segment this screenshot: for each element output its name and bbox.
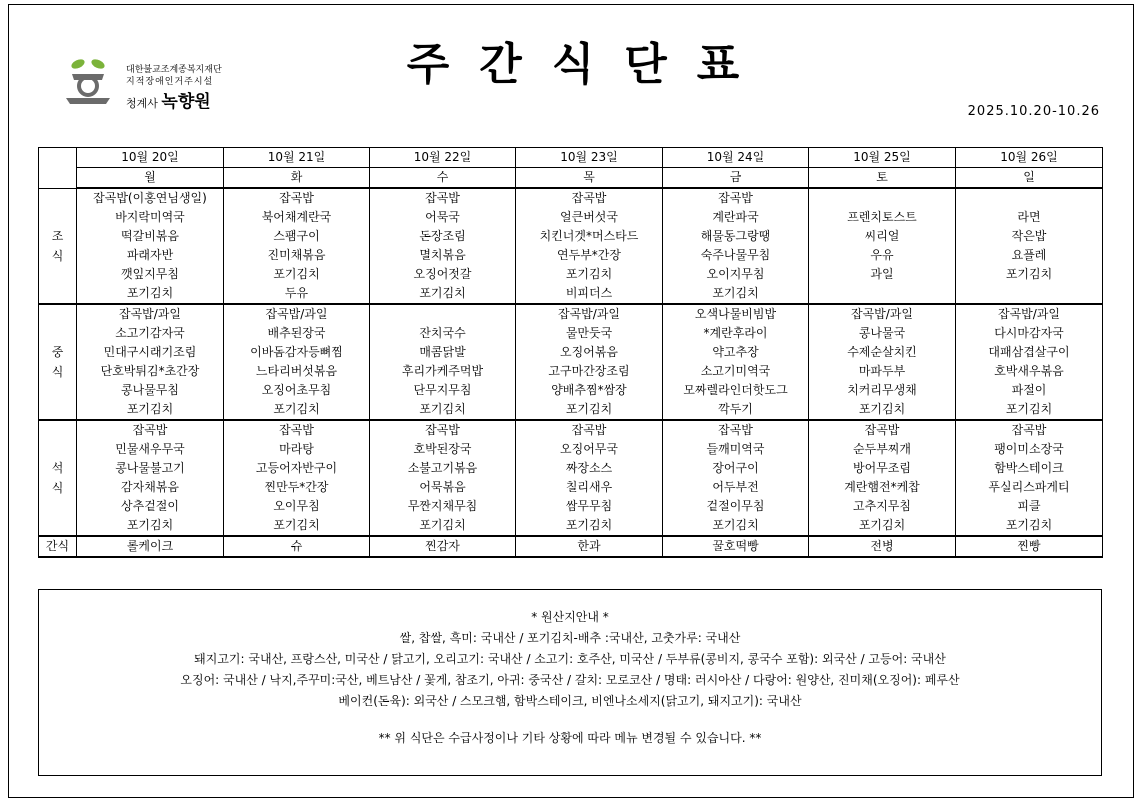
menu-item: 멸치볶음 <box>370 246 516 265</box>
menu-item: 북어채계란국 <box>224 208 370 227</box>
dinner-label-text: 석 식 <box>51 461 64 495</box>
menu-item: 물만둣국 <box>516 324 663 343</box>
menu-item: 콩나물불고기 <box>77 459 224 478</box>
lunch-row <box>39 362 1103 381</box>
menu-item: 콩나물무침 <box>77 381 224 400</box>
weekly-menu-table <box>38 147 1103 558</box>
menu-item: 느타리버섯볶음 <box>224 362 370 381</box>
breakfast-row <box>39 265 1103 284</box>
menu-item: 잡곡밥 <box>370 188 516 208</box>
menu-item: 포기김치 <box>516 265 663 284</box>
lunch-row <box>39 400 1103 420</box>
day-weekday: 수 <box>370 168 516 189</box>
lotus-logo-icon <box>62 54 118 110</box>
notice-heading: * 원산지안내 * <box>531 610 609 624</box>
menu-item: 포기김치 <box>224 400 370 420</box>
menu-item: 어묵볶음 <box>370 478 516 497</box>
menu-item: 찐만두*간장 <box>224 478 370 497</box>
menu-item: 잡곡밥 <box>663 420 809 440</box>
breakfast-row <box>39 246 1103 265</box>
snack-item: 찐빵 <box>956 536 1103 557</box>
menu-item: 잡곡밥/과일 <box>809 304 956 324</box>
menu-item: 오징어젓갈 <box>370 265 516 284</box>
day-date: 10월 26일 <box>956 148 1103 168</box>
breakfast-row <box>39 188 1103 208</box>
notice-line: 돼지고기: 국내산, 프랑스산, 미국산 / 닭고기, 오리고기: 국내산 / 소고기: 호주산, 미국산 / 두부류(콩비지, 콩국수 포함): 외국산 / 고등어: 국내산 <box>194 652 946 666</box>
menu-item: 포기김치 <box>956 516 1103 536</box>
menu-item: 파절이 <box>956 381 1103 400</box>
menu-item: 짜장소스 <box>516 459 663 478</box>
menu-item: 과일 <box>809 265 956 284</box>
menu-item: 순두부찌개 <box>809 440 956 459</box>
snack-item: 꿀호떡빵 <box>663 536 809 557</box>
org-prefix: 청계사 <box>126 97 158 110</box>
menu-item: 민대구시래기조림 <box>77 343 224 362</box>
menu-item: 잡곡밥/과일 <box>224 304 370 324</box>
menu-item: 포기김치 <box>370 400 516 420</box>
menu-item <box>370 304 516 324</box>
menu-item: 소고기미역국 <box>663 362 809 381</box>
menu-item: 고추지무침 <box>809 497 956 516</box>
menu-item: 약고추장 <box>663 343 809 362</box>
menu-item: 장어구이 <box>663 459 809 478</box>
notice-footer: ** 위 식단은 수급사정이나 기타 상황에 따라 메뉴 변경될 수 있습니다. ** <box>378 731 762 745</box>
menu-item: 잡곡밥 <box>77 420 224 440</box>
breakfast-label <box>39 188 77 304</box>
menu-item: 민물새우무국 <box>77 440 224 459</box>
day-weekday: 금 <box>663 168 809 189</box>
menu-item: 바지락미역국 <box>77 208 224 227</box>
menu-item: 떡갈비볶음 <box>77 227 224 246</box>
menu-item: 연두부*간장 <box>516 246 663 265</box>
page-title: 주간식단표 <box>406 39 770 90</box>
menu-item: 포기김치 <box>370 284 516 304</box>
menu-item: 매콤닭발 <box>370 343 516 362</box>
menu-item: 마라탕 <box>224 440 370 459</box>
menu-item: 포기김치 <box>77 284 224 304</box>
notice-line: 오징어: 국내산 / 낙지,주꾸미:국산, 베트남산 / 꽃게, 참조기, 아귀: 중국산 / 갈치: 모로코산 / 명태: 러시아산 / 다랑어: 원양산, 진미채(오징어): 페루산 <box>180 673 960 687</box>
org-name-line1: 대한불교조계종복지재단 <box>126 65 222 75</box>
menu-item: 파래자반 <box>77 246 224 265</box>
menu-item: 포기김치 <box>516 516 663 536</box>
date-header-row <box>39 148 1103 168</box>
menu-item: 포기김치 <box>663 284 809 304</box>
day-weekday: 토 <box>809 168 956 189</box>
day-weekday: 화 <box>224 168 370 189</box>
menu-item: 계란햄전*케찹 <box>809 478 956 497</box>
breakfast-row <box>39 227 1103 246</box>
menu-item <box>809 284 956 304</box>
lunch-label <box>39 304 77 420</box>
menu-item: 깻잎지무침 <box>77 265 224 284</box>
lunch-row <box>39 381 1103 400</box>
menu-item: 겉절이무침 <box>663 497 809 516</box>
menu-item: 포기김치 <box>956 265 1103 284</box>
dinner-row <box>39 440 1103 459</box>
menu-item <box>956 284 1103 304</box>
dinner-row <box>39 459 1103 478</box>
menu-item: 팽이미소장국 <box>956 440 1103 459</box>
snack-label: 간식 <box>39 536 77 557</box>
day-date: 10월 22일 <box>370 148 516 168</box>
menu-item: 요플레 <box>956 246 1103 265</box>
menu-item: 피클 <box>956 497 1103 516</box>
day-date: 10월 21일 <box>224 148 370 168</box>
menu-item: 포기김치 <box>77 516 224 536</box>
menu-item: 돈장조림 <box>370 227 516 246</box>
menu-item: 얼큰버섯국 <box>516 208 663 227</box>
menu-item: 소불고기볶음 <box>370 459 516 478</box>
notice-line: 쌀, 찹쌀, 흑미: 국내산 / 포기김치-배추 :국내산, 고춧가루: 국내산 <box>399 631 741 645</box>
menu-item: 다시마감자국 <box>956 324 1103 343</box>
menu-item: 함박스테이크 <box>956 459 1103 478</box>
menu-item: 대패삼겹살구이 <box>956 343 1103 362</box>
menu-item: 포기김치 <box>370 516 516 536</box>
menu-item: 쌈무무침 <box>516 497 663 516</box>
menu-item: 스팸구이 <box>224 227 370 246</box>
menu-item: 오이무침 <box>224 497 370 516</box>
menu-item: 들깨미역국 <box>663 440 809 459</box>
menu-item: 잡곡밥 <box>516 188 663 208</box>
lunch-row <box>39 343 1103 362</box>
menu-item: 우유 <box>809 246 956 265</box>
menu-item: 포기김치 <box>809 516 956 536</box>
breakfast-label-text: 조 식 <box>51 228 64 263</box>
menu-item: 오징어무국 <box>516 440 663 459</box>
menu-item: 두유 <box>224 284 370 304</box>
day-weekday: 일 <box>956 168 1103 189</box>
menu-item: 씨리얼 <box>809 227 956 246</box>
menu-item: 비피더스 <box>516 284 663 304</box>
snack-item: 한과 <box>516 536 663 557</box>
menu-item: 오색나물비빔밥 <box>663 304 809 324</box>
day-date: 10월 23일 <box>516 148 663 168</box>
day-date: 10월 25일 <box>809 148 956 168</box>
header-corner <box>39 148 77 189</box>
snack-item: 슈 <box>224 536 370 557</box>
org-name-line3 <box>126 87 211 112</box>
org-name: 녹향원 <box>161 92 211 112</box>
menu-item: 라면 <box>956 208 1103 227</box>
menu-item: 잡곡밥 <box>224 420 370 440</box>
menu-item: 포기김치 <box>956 400 1103 420</box>
menu-item: 이바돔감자등뼈찜 <box>224 343 370 362</box>
organization-logo <box>62 54 262 114</box>
menu-item: 어두부전 <box>663 478 809 497</box>
org-name-line2: 지적장애인거주시설 <box>126 77 214 87</box>
menu-item: 포기김치 <box>516 400 663 420</box>
dinner-row <box>39 478 1103 497</box>
menu-item: 단호박튀김*초간장 <box>77 362 224 381</box>
menu-item: 배추된장국 <box>224 324 370 343</box>
dinner-row <box>39 420 1103 440</box>
lunch-row <box>39 324 1103 343</box>
menu-item: 오이지무침 <box>663 265 809 284</box>
menu-item: 치커리무생채 <box>809 381 956 400</box>
menu-item: 마파두부 <box>809 362 956 381</box>
menu-item: 상추겉절이 <box>77 497 224 516</box>
menu-item: 치킨너겟*머스타드 <box>516 227 663 246</box>
lunch-row <box>39 304 1103 324</box>
menu-item: 계란파국 <box>663 208 809 227</box>
menu-item: 진미채볶음 <box>224 246 370 265</box>
menu-item: 오징어볶음 <box>516 343 663 362</box>
snack-item: 전병 <box>809 536 956 557</box>
menu-item: 콩나물국 <box>809 324 956 343</box>
menu-item: 잡곡밥 <box>516 420 663 440</box>
breakfast-row <box>39 208 1103 227</box>
menu-item: 잡곡밥/과일 <box>516 304 663 324</box>
menu-item <box>809 188 956 208</box>
menu-item: 포기김치 <box>809 400 956 420</box>
lunch-label-text: 중 식 <box>51 345 64 379</box>
menu-item: 포기김치 <box>663 516 809 536</box>
menu-item: 깍두기 <box>663 400 809 420</box>
menu-item: 포기김치 <box>77 400 224 420</box>
menu-item: 수제순살치킨 <box>809 343 956 362</box>
snack-item: 찐감자 <box>370 536 516 557</box>
menu-item: 방어무조림 <box>809 459 956 478</box>
menu-item: 소고기감자국 <box>77 324 224 343</box>
menu-item: 작은밥 <box>956 227 1103 246</box>
day-date: 10월 24일 <box>663 148 809 168</box>
menu-item: 푸실리스파게티 <box>956 478 1103 497</box>
menu-item: 잡곡밥 <box>370 420 516 440</box>
menu-item: 호박새우볶음 <box>956 362 1103 381</box>
menu-item: 어묵국 <box>370 208 516 227</box>
menu-item: 후리가케주먹밥 <box>370 362 516 381</box>
day-weekday: 목 <box>516 168 663 189</box>
menu-item: 잡곡밥/과일 <box>77 304 224 324</box>
dinner-label <box>39 420 77 536</box>
dinner-row <box>39 497 1103 516</box>
menu-item: 잡곡밥 <box>809 420 956 440</box>
menu-item: 포기김치 <box>224 516 370 536</box>
menu-item: 오징어초무침 <box>224 381 370 400</box>
menu-item: 잡곡밥 <box>663 188 809 208</box>
date-range: 2025.10.20-10.26 <box>967 104 1100 119</box>
menu-item: 숙주나물무침 <box>663 246 809 265</box>
menu-item: 모짜렐라인더핫도그 <box>663 381 809 400</box>
menu-item: 고구마간장조림 <box>516 362 663 381</box>
menu-item: 잡곡밥 <box>224 188 370 208</box>
day-weekday: 월 <box>77 168 224 189</box>
menu-item: 양배추찜*쌈장 <box>516 381 663 400</box>
menu-item: 해물동그랑땡 <box>663 227 809 246</box>
menu-item: 무짠지채무침 <box>370 497 516 516</box>
day-date: 10월 20일 <box>77 148 224 168</box>
menu-item: 잡곡밥 <box>956 420 1103 440</box>
menu-item: *계란후라이 <box>663 324 809 343</box>
menu-item <box>956 188 1103 208</box>
menu-item: 잡곡밥(이홍연님생일) <box>77 188 224 208</box>
breakfast-row <box>39 284 1103 304</box>
dinner-row <box>39 516 1103 536</box>
snack-item: 롤케이크 <box>77 536 224 557</box>
menu-item: 고등어자반구이 <box>224 459 370 478</box>
menu-item: 칠리새우 <box>516 478 663 497</box>
notice-line: 베이컨(돈육): 외국산 / 스모크햄, 함박스테이크, 비엔나소세지(닭고기, 돼지고기): 국내산 <box>338 694 802 708</box>
snack-row <box>39 536 1103 557</box>
menu-item: 잔치국수 <box>370 324 516 343</box>
origin-notice <box>38 589 1102 776</box>
menu-item: 프렌치토스트 <box>809 208 956 227</box>
menu-item: 단무지무침 <box>370 381 516 400</box>
menu-item: 잡곡밥/과일 <box>956 304 1103 324</box>
menu-item: 포기김치 <box>224 265 370 284</box>
menu-item: 감자채볶음 <box>77 478 224 497</box>
weekday-header-row <box>39 168 1103 189</box>
menu-item: 호박된장국 <box>370 440 516 459</box>
